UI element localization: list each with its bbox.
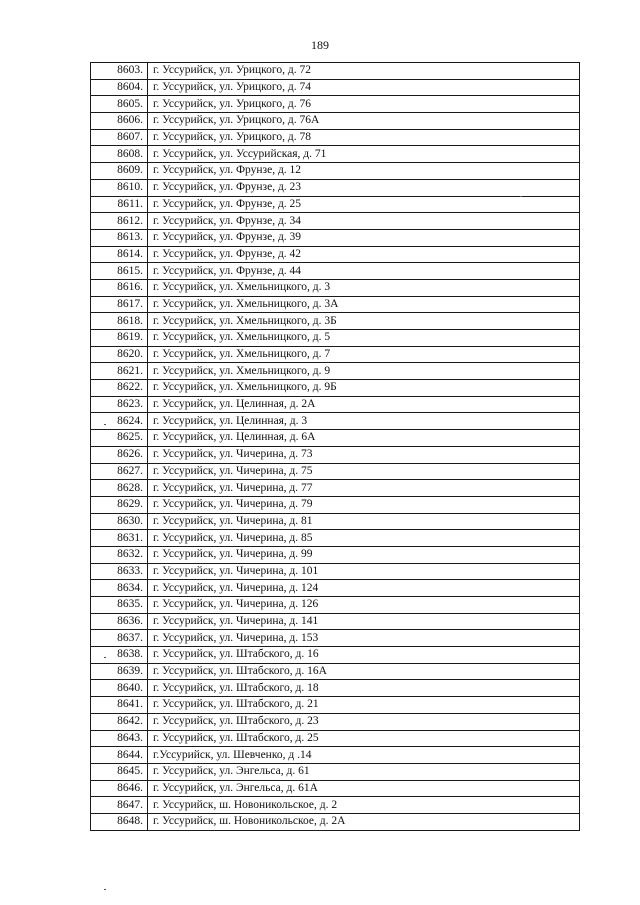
row-number: 8626.: [91, 446, 148, 463]
table-row: [91, 213, 580, 230]
table-row: [91, 413, 580, 430]
row-address: г. Уссурийск, ул. Фрунзе, д. 34: [148, 213, 580, 230]
row-number: 8609.: [91, 163, 148, 180]
row-address: г. Уссурийск, ул. Урицкого, д. 78: [148, 129, 580, 146]
table-row: [91, 563, 580, 580]
table-row: [91, 63, 580, 80]
row-address: г. Уссурийск, ул. Урицкого, д. 72: [148, 63, 580, 80]
row-number: 8641.: [91, 697, 148, 714]
row-address: г. Уссурийск, ул. Фрунзе, д. 39: [148, 229, 580, 246]
table-row: [91, 763, 580, 780]
row-number: 8619.: [91, 330, 148, 347]
row-address: г. Уссурийск, ул. Чичерина, д. 73: [148, 446, 580, 463]
row-address: г. Уссурийск, ул. Фрунзе, д. 25: [148, 196, 580, 213]
scan-speck: [104, 424, 106, 425]
table-row: [91, 697, 580, 714]
table-row: [91, 730, 580, 747]
row-address: г. Уссурийск, ул. Хмельницкого, д. 3А: [148, 296, 580, 313]
row-number: 8632.: [91, 546, 148, 563]
table-row: [91, 663, 580, 680]
table-row: [91, 647, 580, 664]
row-number: 8622.: [91, 380, 148, 397]
row-number: 8604.: [91, 79, 148, 96]
table-row: [91, 597, 580, 614]
table-row: [91, 463, 580, 480]
row-address: г. Уссурийск, ул. Штабского, д. 25: [148, 730, 580, 747]
table-row: [91, 713, 580, 730]
table-row: [91, 680, 580, 697]
row-address: г. Уссурийск, ул. Чичерина, д. 77: [148, 480, 580, 497]
table-row: [91, 163, 580, 180]
row-address: г. Уссурийск, ул. Хмельницкого, д. 9Б: [148, 380, 580, 397]
row-number: 8637.: [91, 630, 148, 647]
table-row: [91, 780, 580, 797]
table-row: [91, 363, 580, 380]
table-row: [91, 380, 580, 397]
table-row: [91, 296, 580, 313]
row-number: 8644.: [91, 747, 148, 764]
row-address: г. Уссурийск, ул. Чичерина, д. 81: [148, 513, 580, 530]
table-row: [91, 496, 580, 513]
address-table: [90, 62, 580, 831]
row-number: 8612.: [91, 213, 148, 230]
row-number: 8618.: [91, 313, 148, 330]
row-address: г. Уссурийск, ул. Чичерина, д. 141: [148, 613, 580, 630]
row-number: 8606.: [91, 113, 148, 130]
table-row: [91, 346, 580, 363]
table-row: [91, 430, 580, 447]
row-address: г. Уссурийск, ул. Энгельса, д. 61: [148, 763, 580, 780]
scan-speck: [520, 196, 522, 197]
table-row: [91, 330, 580, 347]
row-address: г. Уссурийск, ул. Хмельницкого, д. 5: [148, 330, 580, 347]
row-address: г. Уссурийск, ул. Чичерина, д. 85: [148, 530, 580, 547]
row-number: 8616.: [91, 279, 148, 296]
row-number: 8639.: [91, 663, 148, 680]
row-address: г. Уссурийск, ул. Энгельса, д. 61А: [148, 780, 580, 797]
row-number: 8628.: [91, 480, 148, 497]
table-row: [91, 179, 580, 196]
row-address: г. Уссурийск, ул. Хмельницкого, д. 3Б: [148, 313, 580, 330]
row-number: 8617.: [91, 296, 148, 313]
row-address: г. Уссурийск, ул. Фрунзе, д. 44: [148, 263, 580, 280]
table-row: [91, 513, 580, 530]
row-number: 8647.: [91, 797, 148, 814]
row-number: 8648.: [91, 813, 148, 830]
row-address: г. Уссурийск, ул. Урицкого, д. 76: [148, 96, 580, 113]
row-address: г. Уссурийск, ул. Целинная, д. 2А: [148, 396, 580, 413]
table-row: [91, 446, 580, 463]
row-number: 8620.: [91, 346, 148, 363]
table-row: [91, 630, 580, 647]
table-row: [91, 313, 580, 330]
row-address: г. Уссурийск, ул. Целинная, д. 6А: [148, 430, 580, 447]
row-number: 8630.: [91, 513, 148, 530]
row-address: г. Уссурийск, ул. Уссурийская, д. 71: [148, 146, 580, 163]
row-address: г. Уссурийск, ул. Штабского, д. 23: [148, 713, 580, 730]
row-number: 8629.: [91, 496, 148, 513]
table-row: [91, 747, 580, 764]
row-address: г. Уссурийск, ул. Хмельницкого, д. 9: [148, 363, 580, 380]
row-address: г. Уссурийск, ул. Фрунзе, д. 42: [148, 246, 580, 263]
row-number: 8614.: [91, 246, 148, 263]
row-number: 8643.: [91, 730, 148, 747]
row-address: г. Уссурийск, ул. Чичерина, д. 153: [148, 630, 580, 647]
row-address: г. Уссурийск, ул. Штабского, д. 16: [148, 647, 580, 664]
row-number: 8640.: [91, 680, 148, 697]
row-number: 8635.: [91, 597, 148, 614]
table-row: [91, 129, 580, 146]
row-number: 8625.: [91, 430, 148, 447]
row-number: 8634.: [91, 580, 148, 597]
row-address: г. Уссурийск, ул. Урицкого, д. 76А: [148, 113, 580, 130]
address-table-body: [91, 63, 580, 831]
table-row: [91, 813, 580, 830]
row-address: г.Уссурийск, ул. Шевченко, д .14: [148, 747, 580, 764]
row-number: 8636.: [91, 613, 148, 630]
row-address: г. Уссурийск, ул. Целинная, д. 3: [148, 413, 580, 430]
table-row: [91, 96, 580, 113]
row-number: 8621.: [91, 363, 148, 380]
row-number: 8603.: [91, 63, 148, 80]
row-address: г. Уссурийск, ул. Фрунзе, д. 23: [148, 179, 580, 196]
table-row: [91, 146, 580, 163]
scan-speck: [104, 889, 106, 890]
table-row: [91, 546, 580, 563]
row-number: 8627.: [91, 463, 148, 480]
row-address: г. Уссурийск, ул. Штабского, д. 16А: [148, 663, 580, 680]
row-number: 8638.: [91, 647, 148, 664]
row-address: г. Уссурийск, ул. Штабского, д. 21: [148, 697, 580, 714]
row-number: 8624.: [91, 413, 148, 430]
row-address: г. Уссурийск, ш. Новоникольское, д. 2А: [148, 813, 580, 830]
table-row: [91, 797, 580, 814]
row-address: г. Уссурийск, ул. Чичерина, д. 75: [148, 463, 580, 480]
table-row: [91, 113, 580, 130]
table-row: [91, 480, 580, 497]
row-number: 8610.: [91, 179, 148, 196]
table-row: [91, 396, 580, 413]
scan-speck: [104, 657, 106, 658]
row-number: 8623.: [91, 396, 148, 413]
row-number: 8605.: [91, 96, 148, 113]
row-number: 8611.: [91, 196, 148, 213]
table-row: [91, 79, 580, 96]
row-number: 8633.: [91, 563, 148, 580]
row-number: 8646.: [91, 780, 148, 797]
row-address: г. Уссурийск, ул. Хмельницкого, д. 3: [148, 279, 580, 296]
row-address: г. Уссурийск, ул. Хмельницкого, д. 7: [148, 346, 580, 363]
row-address: г. Уссурийск, ул. Чичерина, д. 126: [148, 597, 580, 614]
table-row: [91, 196, 580, 213]
table-row: [91, 279, 580, 296]
row-number: 8631.: [91, 530, 148, 547]
row-address: г. Уссурийск, ул. Чичерина, д. 99: [148, 546, 580, 563]
page-number: 189: [311, 38, 329, 52]
row-address: г. Уссурийск, ул. Фрунзе, д. 12: [148, 163, 580, 180]
row-address: г. Уссурийск, ул. Чичерина, д. 101: [148, 563, 580, 580]
table-row: [91, 263, 580, 280]
row-number: 8608.: [91, 146, 148, 163]
table-row: [91, 580, 580, 597]
row-address: г. Уссурийск, ш. Новоникольское, д. 2: [148, 797, 580, 814]
row-number: 8607.: [91, 129, 148, 146]
table-row: [91, 530, 580, 547]
row-number: 8642.: [91, 713, 148, 730]
row-number: 8613.: [91, 229, 148, 246]
row-address: г. Уссурийск, ул. Штабского, д. 18: [148, 680, 580, 697]
table-row: [91, 613, 580, 630]
row-address: г. Уссурийск, ул. Чичерина, д. 79: [148, 496, 580, 513]
row-number: 8645.: [91, 763, 148, 780]
row-address: г. Уссурийск, ул. Урицкого, д. 74: [148, 79, 580, 96]
row-address: г. Уссурийск, ул. Чичерина, д. 124: [148, 580, 580, 597]
row-number: 8615.: [91, 263, 148, 280]
table-row: [91, 229, 580, 246]
table-row: [91, 246, 580, 263]
